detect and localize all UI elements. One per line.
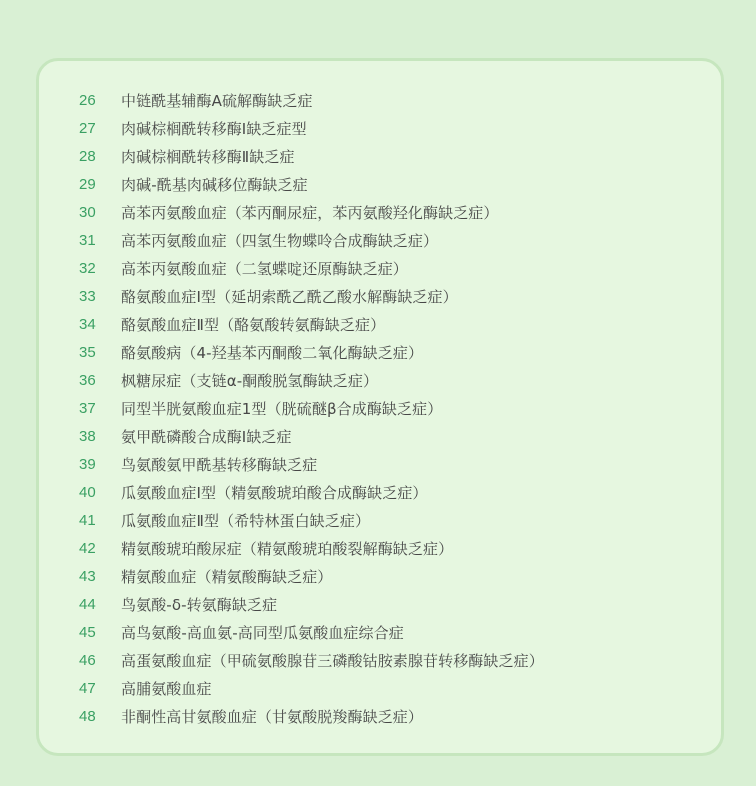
list-item bbox=[79, 563, 544, 591]
list-item bbox=[79, 199, 544, 227]
item-number: 30 bbox=[79, 204, 96, 221]
list-item bbox=[79, 451, 544, 479]
list-item bbox=[79, 703, 544, 731]
list-item bbox=[79, 619, 544, 647]
item-number: 47 bbox=[79, 680, 96, 697]
item-name: 高脯氨酸血症 bbox=[121, 680, 212, 698]
item-number: 36 bbox=[79, 372, 96, 389]
item-name: 肉碱-酰基肉碱移位酶缺乏症 bbox=[121, 176, 308, 194]
list-item bbox=[79, 227, 544, 255]
item-number: 27 bbox=[79, 120, 96, 137]
item-name: 精氨酸琥珀酸尿症（精氨酸琥珀酸裂解酶缺乏症） bbox=[121, 540, 454, 558]
list-item bbox=[79, 591, 544, 619]
list-item bbox=[79, 339, 544, 367]
item-number: 37 bbox=[79, 400, 96, 417]
list-item bbox=[79, 507, 544, 535]
list-item bbox=[79, 115, 544, 143]
item-number: 26 bbox=[79, 92, 96, 109]
item-number: 34 bbox=[79, 316, 96, 333]
item-name: 非酮性高甘氨酸血症（甘氨酸脱羧酶缺乏症） bbox=[121, 708, 424, 726]
item-name: 鸟氨酸氨甲酰基转移酶缺乏症 bbox=[121, 456, 318, 474]
item-number: 35 bbox=[79, 344, 96, 361]
list-item bbox=[79, 675, 544, 703]
item-number: 38 bbox=[79, 428, 96, 445]
disease-list-card bbox=[36, 58, 724, 756]
item-name: 氨甲酰磷酸合成酶Ⅰ缺乏症 bbox=[121, 428, 292, 446]
item-number: 44 bbox=[79, 596, 96, 613]
item-number: 41 bbox=[79, 512, 96, 529]
item-number: 32 bbox=[79, 260, 96, 277]
item-name: 高鸟氨酸-高血氨-高同型瓜氨酸血症综合症 bbox=[121, 624, 404, 642]
item-number: 28 bbox=[79, 148, 96, 165]
item-name: 高苯丙氨酸血症（四氢生物蝶呤合成酶缺乏症） bbox=[121, 232, 439, 250]
list-item bbox=[79, 87, 544, 115]
list-item bbox=[79, 171, 544, 199]
list-item bbox=[79, 647, 544, 675]
item-name: 同型半胱氨酸血症1型（胱硫醚β合成酶缺乏症） bbox=[121, 400, 443, 418]
item-number: 46 bbox=[79, 652, 96, 669]
item-name: 肉碱棕榈酰转移酶Ⅰ缺乏症型 bbox=[121, 120, 307, 138]
item-name: 瓜氨酸血症Ⅰ型（精氨酸琥珀酸合成酶缺乏症） bbox=[121, 484, 428, 502]
item-name: 高苯丙氨酸血症（苯丙酮尿症，苯丙氨酸羟化酶缺乏症） bbox=[121, 204, 499, 222]
list-item bbox=[79, 311, 544, 339]
item-name: 酪氨酸病（4-羟基苯丙酮酸二氧化酶缺乏症） bbox=[121, 344, 424, 362]
item-name: 高蛋氨酸血症（甲硫氨酸腺苷三磷酸钴胺素腺苷转移酶缺乏症） bbox=[121, 652, 544, 670]
item-name: 瓜氨酸血症Ⅱ型（希特林蛋白缺乏症） bbox=[121, 512, 371, 530]
item-name: 高苯丙氨酸血症（二氢蝶啶还原酶缺乏症） bbox=[121, 260, 408, 278]
item-name: 枫糖尿症（支链α-酮酸脱氢酶缺乏症） bbox=[121, 372, 379, 390]
list-item bbox=[79, 367, 544, 395]
item-number: 42 bbox=[79, 540, 96, 557]
list-item bbox=[79, 255, 544, 283]
list-item bbox=[79, 395, 544, 423]
item-number: 33 bbox=[79, 288, 96, 305]
item-number: 29 bbox=[79, 176, 96, 193]
item-name: 肉碱棕榈酰转移酶Ⅱ缺乏症 bbox=[121, 148, 295, 166]
disease-list bbox=[79, 87, 544, 731]
item-number: 48 bbox=[79, 708, 96, 725]
list-item bbox=[79, 479, 544, 507]
item-name: 酪氨酸血症Ⅰ型（延胡索酰乙酰乙酸水解酶缺乏症） bbox=[121, 288, 458, 306]
list-item bbox=[79, 535, 544, 563]
item-number: 31 bbox=[79, 232, 96, 249]
item-number: 45 bbox=[79, 624, 96, 641]
item-name: 中链酰基辅酶A硫解酶缺乏症 bbox=[121, 92, 313, 110]
list-item bbox=[79, 423, 544, 451]
item-name: 精氨酸血症（精氨酸酶缺乏症） bbox=[121, 568, 333, 586]
item-number: 43 bbox=[79, 568, 96, 585]
item-name: 鸟氨酸-δ-转氨酶缺乏症 bbox=[121, 596, 278, 614]
item-number: 40 bbox=[79, 484, 96, 501]
list-item bbox=[79, 143, 544, 171]
item-number: 39 bbox=[79, 456, 96, 473]
item-name: 酪氨酸血症Ⅱ型（酪氨酸转氨酶缺乏症） bbox=[121, 316, 386, 334]
list-item bbox=[79, 283, 544, 311]
